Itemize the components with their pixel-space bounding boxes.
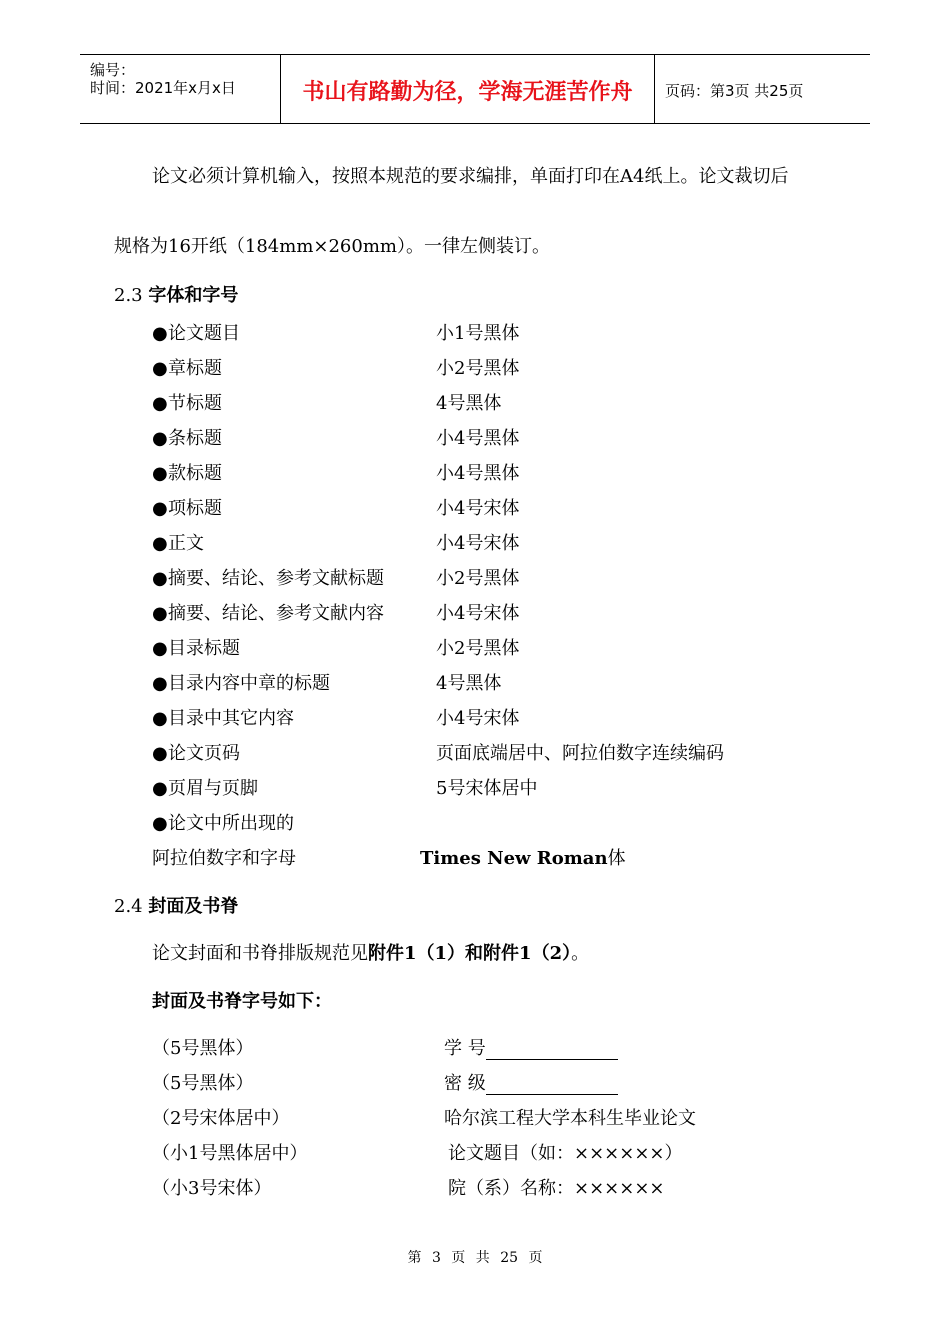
cover-row-right bbox=[444, 1069, 618, 1095]
font-spec-value: 小4号黑体 bbox=[436, 463, 520, 484]
section-heading-cover bbox=[114, 892, 238, 918]
bullet-icon: ● bbox=[152, 638, 168, 659]
bullet-icon: ● bbox=[152, 568, 168, 589]
bullet-icon: ● bbox=[152, 743, 168, 764]
cover-para-2: 封面及书脊字号如下： bbox=[152, 991, 332, 1012]
cover-para-1-prefix: 论文封面和书脊排版规范见 bbox=[152, 943, 368, 964]
student-id-blank bbox=[486, 1041, 618, 1060]
bullet-icon: ● bbox=[152, 393, 168, 414]
font-spec-item bbox=[152, 354, 222, 380]
section-heading-fonts bbox=[114, 281, 238, 307]
header-motto-cell bbox=[281, 55, 655, 123]
font-spec-item bbox=[152, 739, 240, 765]
font-spec-item bbox=[152, 599, 384, 625]
font-spec-value: 4号黑体 bbox=[436, 673, 502, 694]
bullet-icon: ● bbox=[152, 603, 168, 624]
cover-row-right: 论文题目（如：××××××） bbox=[448, 1143, 683, 1164]
page-header bbox=[80, 54, 870, 124]
font-spec-label: 目录内容中章的标题 bbox=[168, 673, 330, 694]
font-spec-label: 章标题 bbox=[168, 358, 222, 379]
font-spec-value: 4号黑体 bbox=[436, 393, 502, 414]
bullet-icon: ● bbox=[152, 358, 168, 379]
section-title: 封面及书脊 bbox=[148, 896, 239, 917]
security-level-label: 密 级 bbox=[444, 1073, 486, 1094]
bullet-icon: ● bbox=[152, 778, 168, 799]
font-spec-item bbox=[152, 774, 258, 800]
intro-line-2: 规格为16开纸（184mm×260mm）。一律左侧装订。 bbox=[114, 236, 550, 257]
font-spec-item bbox=[152, 494, 222, 520]
cover-row-right: 哈尔滨工程大学本科生毕业论文 bbox=[444, 1108, 696, 1129]
font-spec-item bbox=[152, 459, 222, 485]
font-spec-item bbox=[152, 319, 240, 345]
cover-row-left: （小3号宋体） bbox=[152, 1178, 272, 1199]
security-level-blank bbox=[486, 1076, 618, 1095]
font-spec-item bbox=[152, 809, 294, 835]
font-spec-label: 正文 bbox=[168, 533, 204, 554]
font-spec-item bbox=[152, 634, 240, 660]
bullet-icon: ● bbox=[152, 813, 168, 834]
font-spec-item bbox=[152, 389, 222, 415]
font-spec-label: 条标题 bbox=[168, 428, 222, 449]
font-spec-value: 小2号黑体 bbox=[436, 638, 520, 659]
page-info: 页码：第3页 共25页 bbox=[665, 82, 804, 100]
font-spec-value: 小4号宋体 bbox=[436, 708, 520, 729]
section-number: 2.3 bbox=[114, 285, 149, 306]
font-spec-last-value bbox=[420, 844, 626, 870]
bullet-icon: ● bbox=[152, 673, 168, 694]
font-spec-value: 小4号宋体 bbox=[436, 498, 520, 519]
font-spec-label: 款标题 bbox=[168, 463, 222, 484]
font-spec-value: 小4号宋体 bbox=[436, 603, 520, 624]
font-spec-value: 小1号黑体 bbox=[436, 323, 520, 344]
font-spec-value: 小2号黑体 bbox=[436, 358, 520, 379]
font-spec-value: 小4号宋体 bbox=[436, 533, 520, 554]
bullet-icon: ● bbox=[152, 498, 168, 519]
cover-para-1-suffix: 。 bbox=[571, 943, 590, 964]
section-title: 字体和字号 bbox=[148, 285, 239, 306]
font-spec-label: 摘要、结论、参考文献内容 bbox=[168, 603, 384, 624]
font-spec-last-label: 阿拉伯数字和字母 bbox=[152, 848, 296, 869]
font-spec-item bbox=[152, 564, 384, 590]
font-spec-label: 目录标题 bbox=[168, 638, 240, 659]
cover-para-1-bold: 附件1（1）和附件1（2） bbox=[368, 943, 572, 964]
font-name-suffix: 体 bbox=[607, 848, 626, 869]
bullet-icon: ● bbox=[152, 533, 168, 554]
cover-row-left: （5号黑体） bbox=[152, 1073, 254, 1094]
page-footer: 第 3 页 共 25 页 bbox=[407, 1250, 543, 1266]
font-spec-label: 目录中其它内容 bbox=[168, 708, 294, 729]
font-spec-item bbox=[152, 669, 330, 695]
font-spec-value: 小4号黑体 bbox=[436, 428, 520, 449]
cover-row-left: （小1号黑体居中） bbox=[152, 1143, 308, 1164]
font-spec-label: 论文题目 bbox=[168, 323, 240, 344]
font-spec-label: 论文页码 bbox=[168, 743, 240, 764]
student-id-label: 学 号 bbox=[444, 1038, 486, 1059]
motto: 书山有路勤为径，学海无涯苦作舟 bbox=[302, 80, 633, 105]
cover-para-1 bbox=[152, 939, 589, 965]
font-spec-label: 项标题 bbox=[168, 498, 222, 519]
cover-row-left: （2号宋体居中） bbox=[152, 1108, 290, 1129]
bullet-icon: ● bbox=[152, 708, 168, 729]
header-meta-cell bbox=[80, 55, 281, 123]
font-spec-value: 5号宋体居中 bbox=[436, 778, 538, 799]
font-spec-label: 页眉与页脚 bbox=[168, 778, 258, 799]
bullet-icon: ● bbox=[152, 323, 168, 344]
font-spec-value: 页面底端居中、阿拉伯数字连续编码 bbox=[436, 743, 724, 764]
time-label: 时间：2021年x月x日 bbox=[90, 79, 236, 97]
font-spec-label: 论文中所出现的 bbox=[168, 813, 294, 834]
font-spec-item bbox=[152, 704, 294, 730]
cover-row-right: 院（系）名称：×××××× bbox=[448, 1178, 665, 1199]
number-label: 编号： bbox=[90, 61, 136, 79]
font-spec-label: 摘要、结论、参考文献标题 bbox=[168, 568, 384, 589]
font-spec-value: 小2号黑体 bbox=[436, 568, 520, 589]
font-name-bold: Times New Roman bbox=[420, 848, 608, 869]
cover-row-right bbox=[444, 1034, 618, 1060]
intro-line-1: 论文必须计算机输入，按照本规范的要求编排，单面打印在A4纸上。论文裁切后 bbox=[152, 166, 789, 187]
bullet-icon: ● bbox=[152, 428, 168, 449]
section-number: 2.4 bbox=[114, 896, 149, 917]
font-spec-item bbox=[152, 424, 222, 450]
cover-row-left: （5号黑体） bbox=[152, 1038, 254, 1059]
font-spec-label: 节标题 bbox=[168, 393, 222, 414]
header-page-cell bbox=[655, 55, 870, 123]
font-spec-item bbox=[152, 529, 204, 555]
bullet-icon: ● bbox=[152, 463, 168, 484]
